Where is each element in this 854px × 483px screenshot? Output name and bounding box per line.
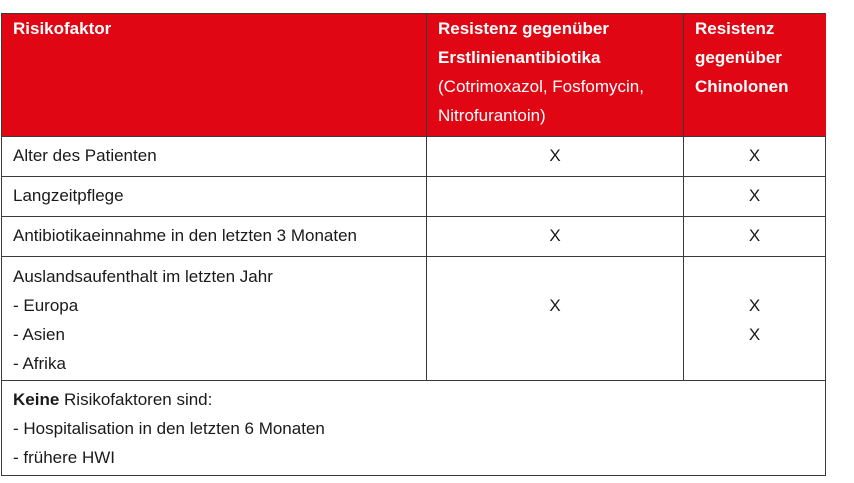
header-quinolone-title-3: Chinolonen [695,77,789,96]
header-first-line-title-1: Resistenz gegenüber [438,19,609,38]
no-risk-item-hospitalisation: - Hospitalisation in den letzten 6 Monaten [13,419,325,438]
no-risk-factors-heading [13,385,814,414]
header-row [2,14,826,137]
travel-first-line-cell [427,257,684,381]
header-first-line-detail-2: Nitrofurantoin) [438,106,546,125]
no-risk-factors-text: Risikofaktoren sind: [59,390,213,409]
first-line-mark: X [427,217,684,257]
first-line-mark-africa: X [549,296,561,315]
travel-quinolone-cell [684,257,826,381]
risk-factor-table [1,13,826,476]
header-first-line-resistance [427,14,684,137]
no-risk-factors-emphasis: Keine [13,390,60,409]
travel-title: Auslandsaufenthalt im letzten Jahr [13,267,273,286]
travel-region-asia: - Asien [13,325,65,344]
first-line-mark [427,177,684,217]
header-risk-factor [2,14,427,137]
header-quinolone-title-2: gegenüber [695,48,782,67]
no-risk-factors-note [2,381,826,476]
risk-factor-cell: Alter des Patienten [2,137,427,177]
risk-factor-cell: Antibiotikaeinnahme in den letzten 3 Monaten [2,217,427,257]
quinolone-mark: X [684,217,826,257]
table-row-travel [2,257,826,381]
quinolone-mark: X [684,137,826,177]
travel-factor-cell [2,257,427,381]
table-row [2,177,826,217]
no-risk-item-prior-uti: - frühere HWI [13,448,116,467]
risk-factor-cell: Langzeitpflege [2,177,427,217]
quinolone-mark: X [684,177,826,217]
quinolone-mark-asia: X [748,325,761,344]
header-quinolone-title-1: Resistenz [695,19,775,38]
table-row [2,217,826,257]
header-risk-factor-label: Risikofaktor [13,19,112,38]
header-quinolone-resistance [684,14,826,137]
header-first-line-title-2: Erstlinienantibiotika [438,48,601,67]
travel-region-europe: - Europa [13,296,79,315]
first-line-mark: X [427,137,684,177]
travel-region-africa: - Afrika [13,354,66,373]
header-first-line-detail-1: (Cotrimoxazol, Fosfomycin, [438,77,644,96]
quinolone-mark-europe: X [748,296,761,315]
table-row [2,137,826,177]
table-row-footnote [2,381,826,476]
